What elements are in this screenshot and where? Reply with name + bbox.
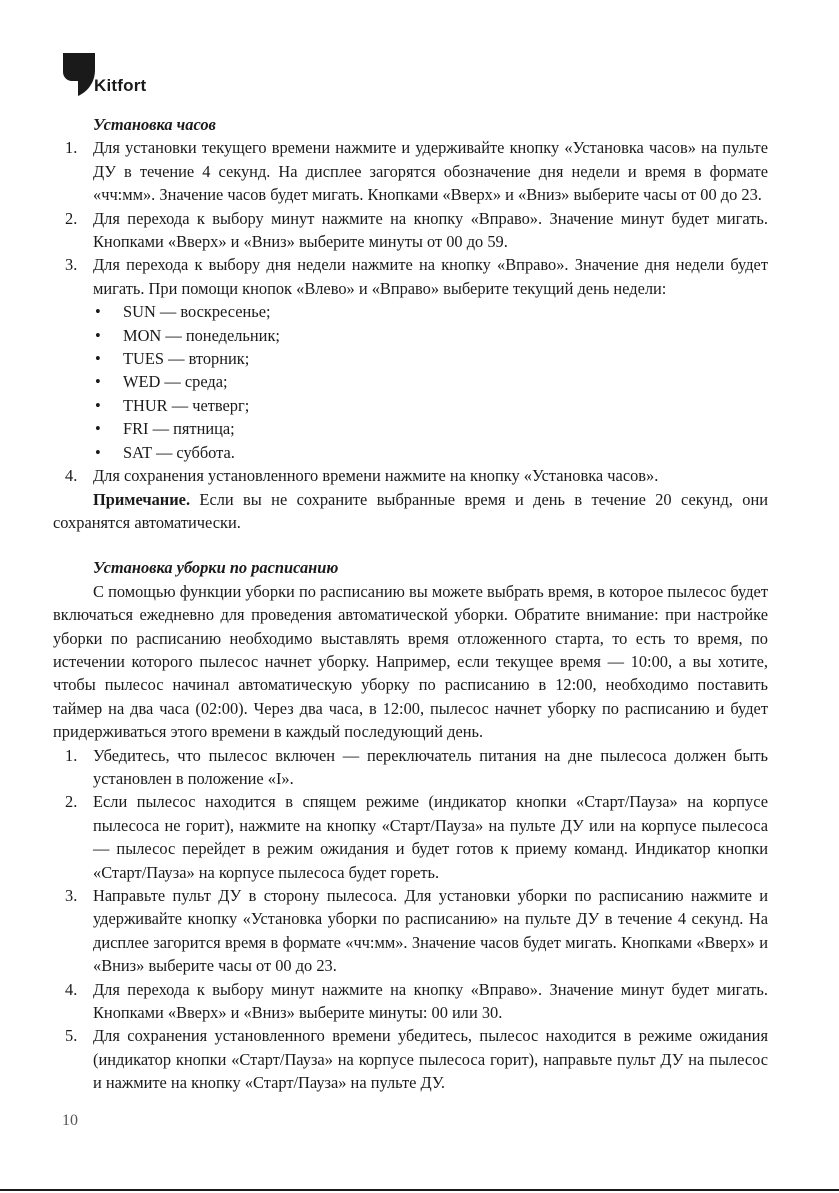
kitfort-logo-icon bbox=[60, 50, 98, 98]
brand-name: Kitfort bbox=[94, 76, 147, 95]
weekday-text: FRI — пятница; bbox=[123, 419, 235, 439]
page-number: 10 bbox=[62, 1112, 78, 1129]
list-item bbox=[53, 464, 768, 487]
list-number: 2. bbox=[65, 792, 78, 812]
weekday-text: SUN — воскресенье; bbox=[123, 302, 271, 322]
bullet-icon: • bbox=[95, 442, 101, 462]
list-number: 1. bbox=[65, 138, 78, 158]
weekday-text: THUR — четверг; bbox=[123, 395, 250, 415]
bullet-icon: • bbox=[95, 395, 101, 415]
list-text: Для перехода к выбору минут нажмите на кнопку «Вправо». Значение минут будет мигать. Кнопками «Вверх» и «Вниз» выберите минуты от 00 до 59. bbox=[93, 208, 768, 252]
list-text: Направьте пульт ДУ в сторону пылесоса. Для установки уборки по расписанию нажмите и удерживайте кнопку «Установка уборки по расписанию» на пульте ДУ в течение 4 секунд. На дисплее загорится время в формате «чч:мм». Значение часов будет мигать. Кнопками «Вверх» и «Вниз» выберите часы от 00 до 23. bbox=[93, 886, 768, 976]
weekday-text: TUES — вторник; bbox=[123, 349, 250, 369]
note-label: Примечание. bbox=[93, 489, 191, 509]
weekday-item bbox=[53, 370, 768, 393]
bullet-icon: • bbox=[95, 349, 101, 369]
list-item bbox=[53, 253, 768, 300]
list-text: Для сохранения установленного времени нажмите на кнопку «Установка часов». bbox=[93, 466, 659, 486]
list-number: 3. bbox=[65, 255, 78, 275]
bullet-icon: • bbox=[95, 372, 101, 392]
weekday-item bbox=[53, 441, 768, 464]
intro-paragraph: С помощью функции уборки по расписанию вы можете выбрать время, в которое пылесос будет включаться ежедневно для проведения автоматической уборки. Обратите внимание: при настройке уборки по расписанию необходимо выставлять время отложенного старта, то есть то время, по истечении которого пылесос начнет уборку. Например, если текущее время — 10:00, а вы хотите, чтобы пылесос начинал автоматическую уборку по расписанию в 12:00, необходимо поставить таймер на два часа (02:00). Через два часа, в 12:00, пылесос начнет уборку по расписанию и будет придерживаться этого времени в каждый последующий день. bbox=[53, 581, 768, 742]
list-item bbox=[53, 1024, 768, 1094]
bullet-icon: • bbox=[95, 325, 101, 345]
note-paragraph bbox=[53, 488, 768, 535]
list-text: Если пылесос находится в спящем режиме (индикатор кнопки «Старт/Пауза» на корпусе пылесоса не горит), нажмите на кнопку «Старт/Пауза» на пульте ДУ или на корпусе пылесоса — пылесос перейдет в режим ожидания и будет готов к приему команд. Индикатор кнопки «Старт/Пауза» на корпусе пылесоса будет гореть. bbox=[93, 792, 768, 882]
bottom-divider bbox=[0, 1189, 839, 1191]
section-heading-clock: Установка часов bbox=[93, 115, 216, 134]
list-item bbox=[53, 136, 768, 206]
manual-content bbox=[53, 113, 768, 1095]
weekday-item bbox=[53, 324, 768, 347]
note-text: Если вы не сохраните выбранные время и день в течение 20 секунд, они сохранятся автоматически. bbox=[53, 489, 768, 532]
list-number: 3. bbox=[65, 886, 78, 905]
list-number: 1. bbox=[65, 745, 78, 765]
weekday-item bbox=[53, 417, 768, 440]
weekday-item bbox=[53, 347, 768, 370]
list-text: Для сохранения установленного времени убедитесь, пылесос находится в режиме ожидания (индикатор кнопки «Старт/Пауза» на корпусе пылесоса горит), направьте пульт ДУ на пылесос и нажмите на кнопку «Старт/Пауза» на пульте ДУ. bbox=[93, 1026, 768, 1093]
bullet-icon: • bbox=[95, 302, 101, 322]
weekday-item bbox=[53, 394, 768, 417]
list-item bbox=[53, 978, 768, 1025]
weekday-text: WED — среда; bbox=[123, 372, 228, 392]
list-number: 2. bbox=[65, 208, 78, 228]
weekday-text: SAT — суббота. bbox=[123, 442, 235, 462]
list-number: 5. bbox=[65, 1026, 78, 1046]
list-item bbox=[53, 207, 768, 254]
list-text: Для перехода к выбору минут нажмите на кнопку «Вправо». Значение минут будет мигать. Кнопками «Вверх» и «Вниз» выберите минуты: 00 или 30. bbox=[93, 979, 768, 1023]
weekday-item bbox=[53, 300, 768, 323]
weekday-text: MON — понедельник; bbox=[123, 325, 280, 345]
section-heading-schedule: Установка уборки по расписанию bbox=[93, 558, 339, 578]
list-item bbox=[53, 884, 768, 978]
list-item bbox=[53, 790, 768, 884]
bullet-icon: • bbox=[95, 419, 101, 439]
list-text: Для установки текущего времени нажмите и удерживайте кнопку «Установка часов» на пульте ДУ в течение 4 секунд. На дисплее загорятся обозначение дня недели и время в формате «чч:мм». Значение часов будет мигать. Кнопками «Вверх» и «Вниз» выберите часы от 00 до 23. bbox=[93, 138, 768, 205]
list-number: 4. bbox=[65, 979, 78, 999]
weekday-list bbox=[53, 300, 768, 464]
list-item bbox=[53, 744, 768, 791]
list-text: Убедитесь, что пылесос включен — переключатель питания на дне пылесоса должен быть установлен в положение «I». bbox=[93, 745, 768, 788]
list-text: Для перехода к выбору дня недели нажмите на кнопку «Вправо». Значение дня недели будет мигать. При помощи кнопок «Влево» и «Вправо» выберите текущий день недели: bbox=[93, 255, 768, 298]
list-number: 4. bbox=[65, 466, 78, 486]
